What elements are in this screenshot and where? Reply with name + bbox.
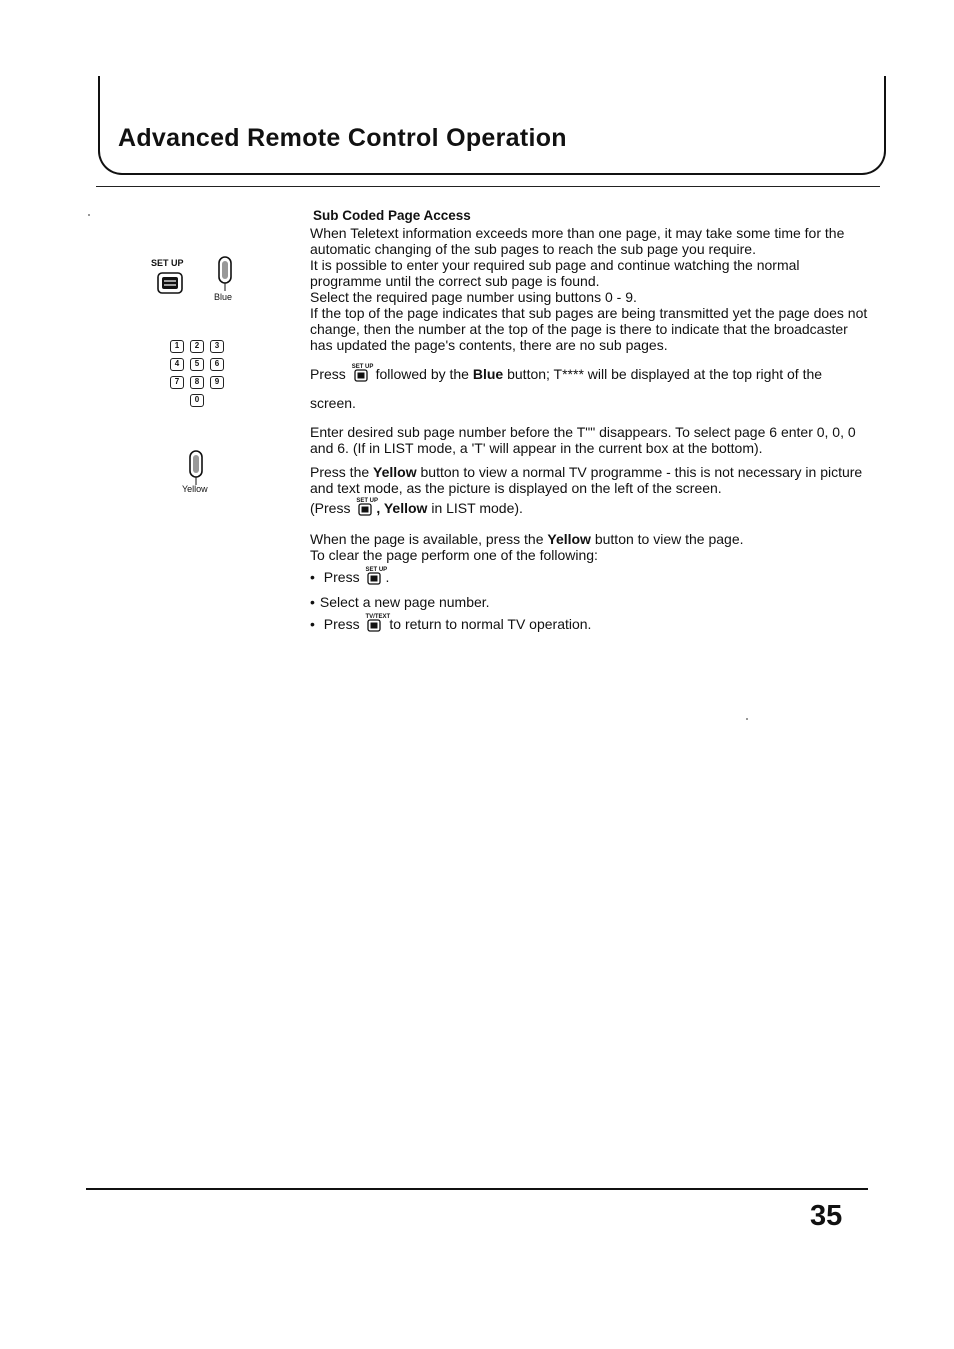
text: button to view the page.: [594, 531, 744, 547]
paragraph-enter: Enter desired sub page number before the T"" disappears. To select page 6 enter 0, 0, 0 and 6. (If in LIST mode, a 'T' will appear in the current box at the bottom).: [310, 424, 856, 456]
blue-oval-button-icon: [217, 256, 233, 292]
text: button to view a normal TV programme - this is not necessary in picture and text mode, as the picture is displayed on the left of the screen.: [310, 464, 863, 496]
list-item: [310, 616, 870, 635]
paragraph-yellow: [310, 464, 870, 496]
scan-dot: [746, 718, 748, 720]
yellow-bold: Yellow: [547, 531, 591, 547]
number-3-icon: 3: [210, 340, 224, 353]
number-1-icon: 1: [170, 340, 184, 353]
keypad-row: [166, 340, 228, 353]
number-8-icon: 8: [190, 376, 204, 389]
paragraph-available: [310, 531, 870, 547]
text: When the page is available, press the: [310, 531, 544, 547]
number-0-icon: 0: [190, 394, 204, 407]
paragraph-press-setup: [310, 361, 870, 416]
yellow-label: Yellow: [182, 484, 208, 494]
page-number: 35: [810, 1200, 843, 1232]
clear-options-list: [310, 569, 870, 635]
setup-inline-icon: [351, 364, 374, 390]
number-keypad-icons: [166, 340, 228, 412]
yellow-bold: Yellow: [373, 464, 417, 480]
text: to return to normal TV operation.: [389, 616, 592, 632]
yellow-bold: , Yellow: [376, 500, 428, 516]
scan-dot: [88, 214, 90, 216]
paragraph: Select the required page number using buttons 0 - 9.: [310, 289, 637, 305]
list-item: • Select a new page number.: [310, 594, 870, 610]
text: (Press: [310, 500, 351, 516]
setup-tiny-label: SET UP: [356, 498, 379, 504]
text: Press: [323, 569, 360, 585]
paragraph-list-mode: [310, 500, 870, 519]
blue-label: Blue: [214, 292, 233, 302]
text: Press: [310, 366, 346, 382]
number-4-icon: 4: [170, 358, 184, 371]
number-6-icon: 6: [210, 358, 224, 371]
footer-divider: [86, 1188, 868, 1190]
text: in LIST mode).: [431, 500, 523, 516]
text: followed by the: [375, 366, 469, 382]
keypad-row: [166, 376, 228, 389]
yellow-oval-button-icon: [188, 450, 204, 486]
number-7-icon: 7: [170, 376, 184, 389]
tv-text-inline-icon: [365, 614, 391, 635]
paragraph-clear: To clear the page perform one of the following:: [310, 547, 598, 563]
number-5-icon: 5: [190, 358, 204, 371]
paragraph: If the top of the page indicates that sub pages are being transmitted yet the page does not change, then the number at the top of the page is there to indicate that the broadcaster has updated the page's contents, there are no sub pages.: [310, 305, 868, 353]
section-title: Sub Coded Page Access: [313, 208, 471, 223]
text: .: [385, 569, 390, 585]
paragraph: When Teletext information exceeds more than one page, it may take some time for the automatic changing of the sub pages to reach the sub page you require.: [310, 225, 845, 257]
tvtext-tiny-label: TV/TEXT: [365, 614, 391, 620]
paragraph: It is possible to enter your required sub page and continue watching the normal programme until the correct sub page is found.: [310, 257, 800, 289]
text: Press: [323, 616, 360, 632]
text: button; T**** will be displayed at the top right of the screen.: [310, 366, 823, 411]
number-9-icon: 9: [210, 376, 224, 389]
setup-button-icon: [157, 272, 183, 294]
setup-tiny-label: SET UP: [365, 567, 388, 573]
setup-tiny-label: SET UP: [351, 364, 374, 370]
setup-label: SET UP: [151, 258, 184, 268]
main-content: [310, 208, 870, 641]
setup-inline-icon: [356, 498, 379, 519]
keypad-row: [166, 394, 228, 407]
setup-inline-icon: [365, 567, 388, 588]
blue-bold: Blue: [472, 366, 504, 382]
text: Press the: [310, 464, 370, 480]
keypad-row: [166, 358, 228, 371]
number-2-icon: 2: [190, 340, 204, 353]
page-title: Advanced Remote Control Operation: [118, 124, 567, 152]
list-item: [310, 569, 870, 588]
header-divider: [96, 186, 880, 187]
